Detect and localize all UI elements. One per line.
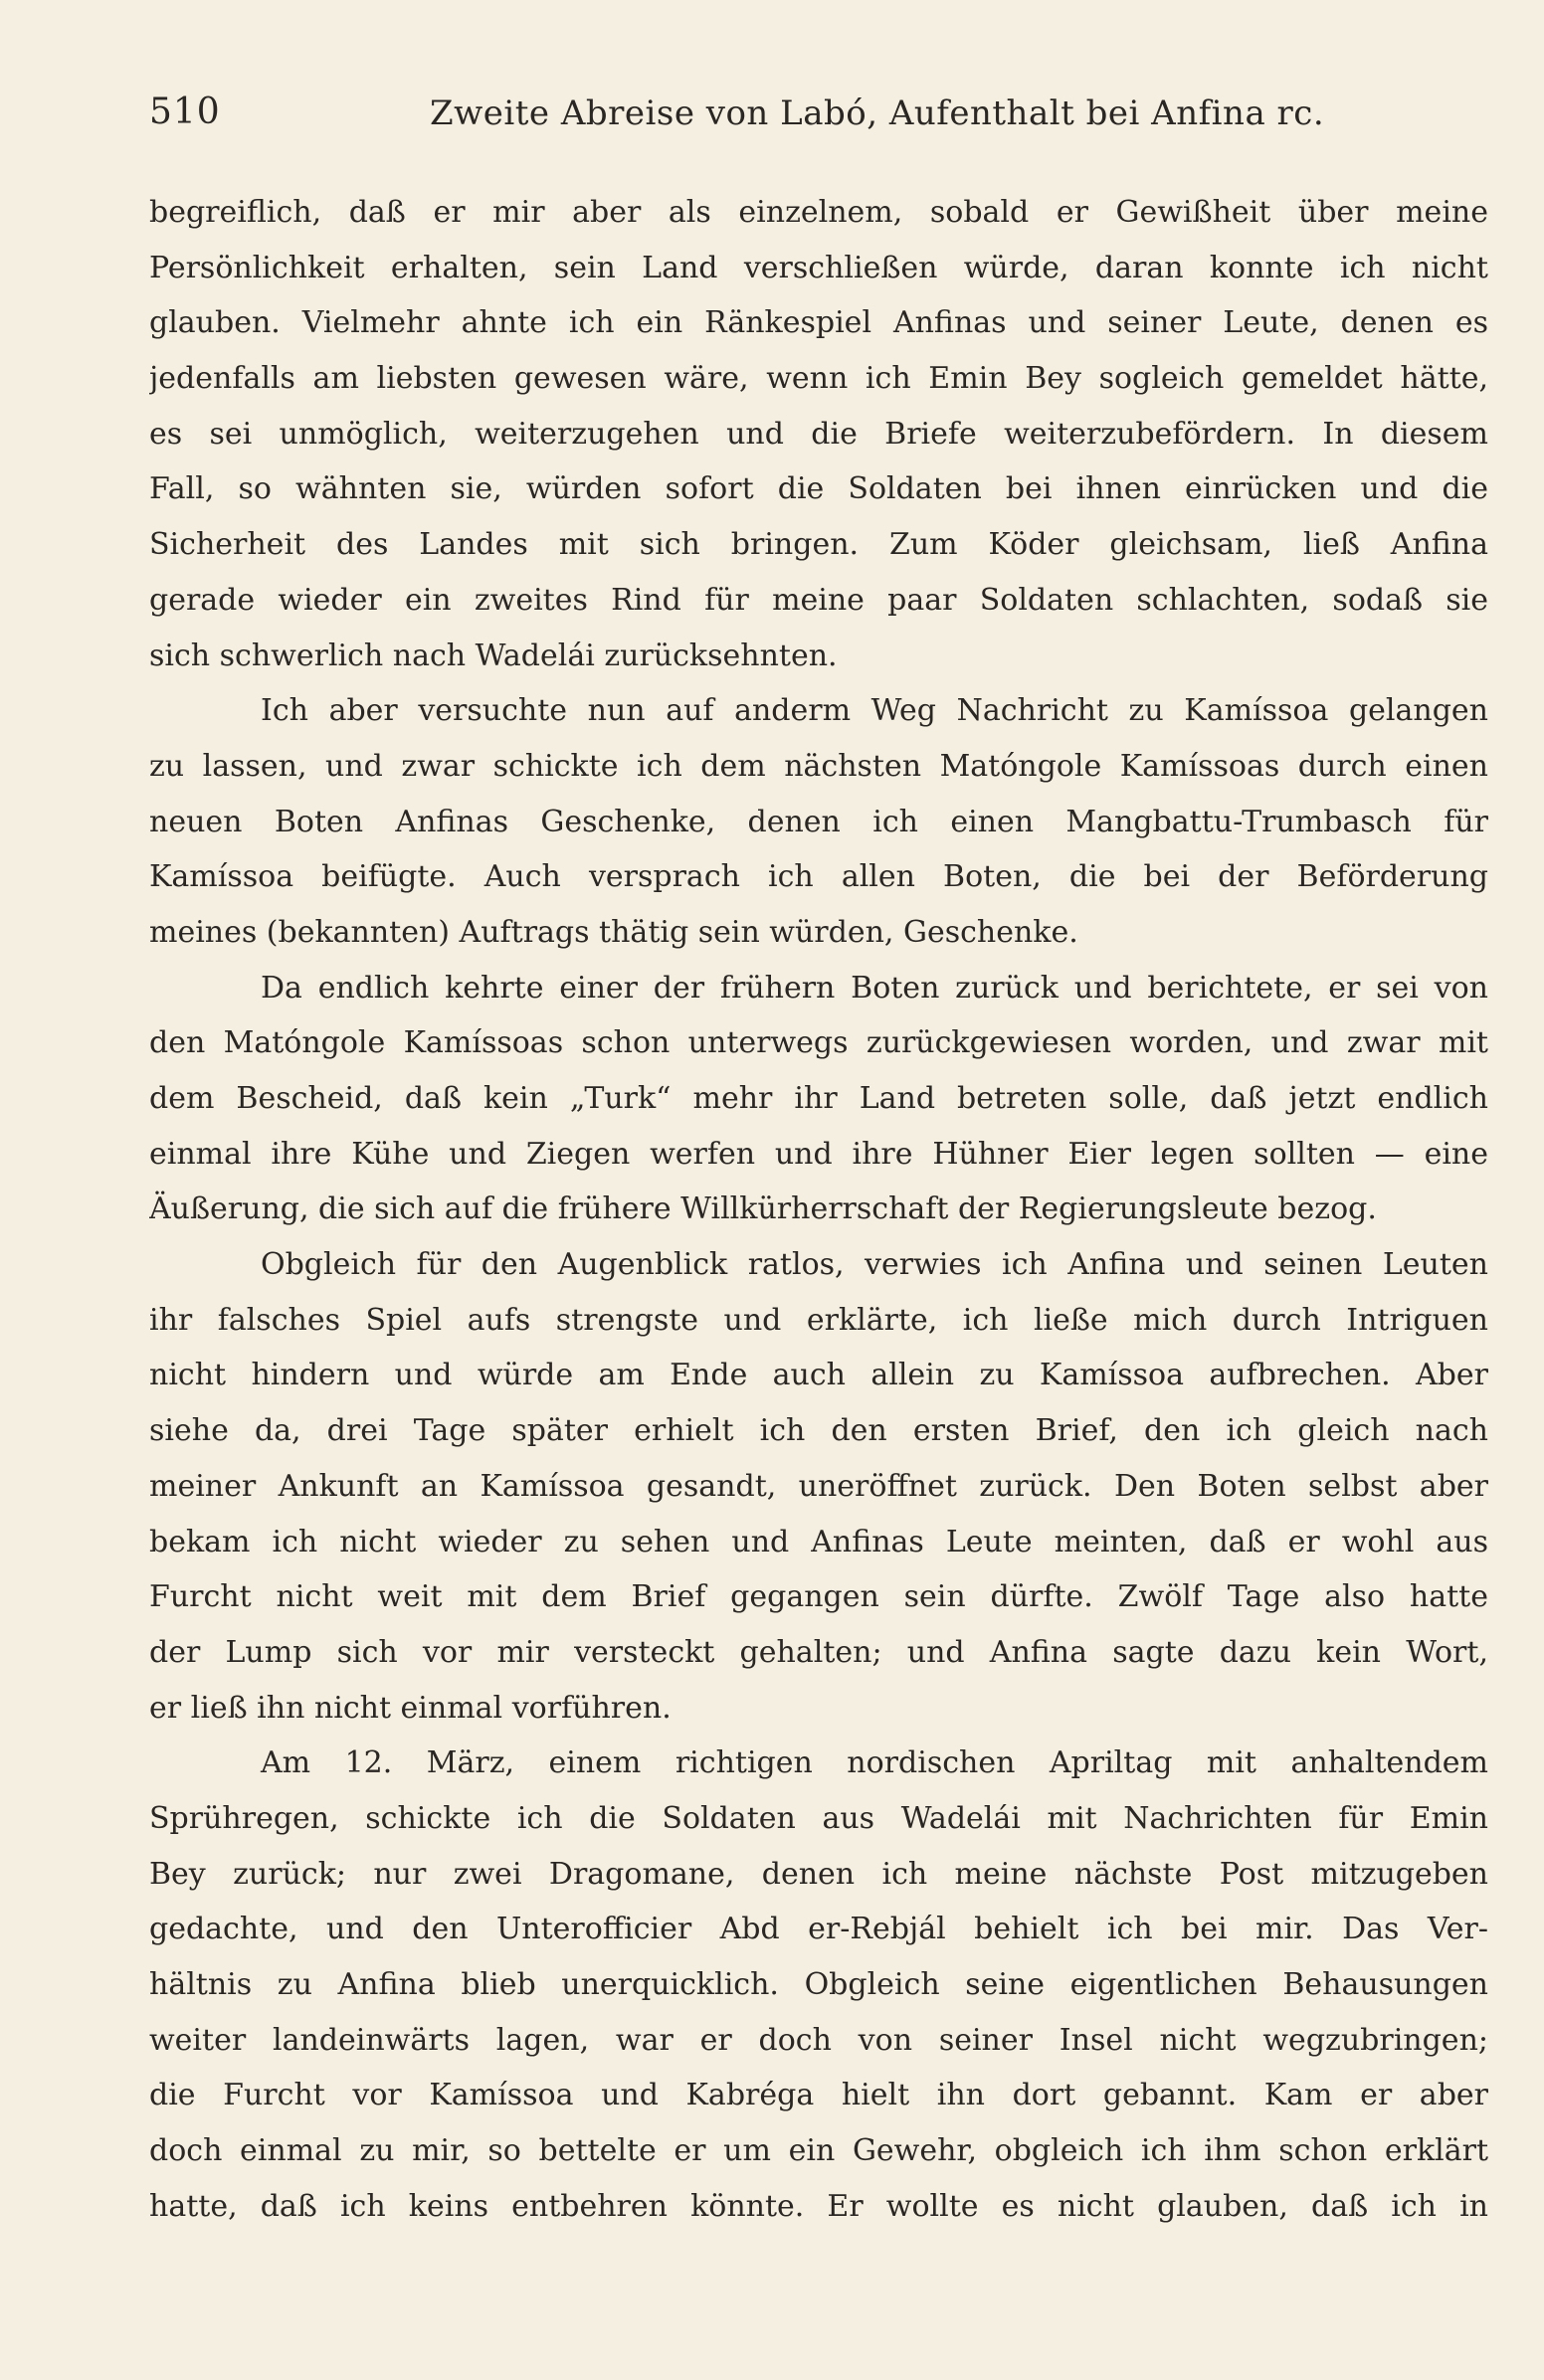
- text-line: nicht hindern und würde am Ende auch allein zu Kamíssoa aufbrechen. Aber: [149, 1358, 1488, 1393]
- text-line: hältnis zu Anfina blieb unerquicklich. Obgleich seine eigentlichen Behausungen: [149, 1967, 1488, 2002]
- text-body: [149, 185, 1488, 2323]
- text-line: doch einmal zu mir, so bettelte er um ein Gewehr, obgleich ich ihm schon erklärt: [149, 2133, 1488, 2169]
- text-line: siehe da, drei Tage später erhielt ich den ersten Brief, den ich gleich nach: [149, 1413, 1488, 1449]
- page-header: [149, 92, 1482, 151]
- text-line: Kamíssoa beifügte. Auch versprach ich allen Boten, die bei der Beförderung: [149, 859, 1488, 895]
- text-line: neuen Boten Anfinas Geschenke, denen ich einen Mangbattu-Trumbasch für: [149, 804, 1488, 839]
- paragraph-start-line: Obgleich für den Augenblick ratlos, verwies ich Anfina und seinen Leuten: [261, 1247, 1488, 1283]
- text-line: meines (bekannten) Auftrags thätig sein würden, Geschenke.: [149, 914, 1078, 950]
- text-line: Furcht nicht weit mit dem Brief gegangen sein dürfte. Zwölf Tage also hatte: [149, 1579, 1488, 1615]
- text-line: die Furcht vor Kamíssoa und Kabréga hielt ihn dort gebannt. Kam er aber: [149, 2078, 1488, 2113]
- text-line: glauben. Vielmehr ahnte ich ein Ränkespiel Anfinas und seiner Leute, denen es: [149, 305, 1488, 341]
- text-line: bekam ich nicht wieder zu sehen und Anfinas Leute meinten, daß er wohl aus: [149, 1524, 1488, 1559]
- text-line: Persönlichkeit erhalten, sein Land verschließen würde, daran konnte ich nicht: [149, 250, 1488, 285]
- running-title: Zweite Abreise von Labó, Aufenthalt bei Anfina rc.: [430, 93, 1325, 133]
- text-line: begreiflich, daß er mir aber als einzelnem, sobald er Gewißheit über meine: [149, 195, 1488, 230]
- text-line: es sei unmöglich, weiterzugehen und die Briefe weiterzubefördern. In diesem: [149, 416, 1488, 452]
- text-line: Fall, so wähnten sie, würden sofort die Soldaten bei ihnen einrücken und die: [149, 471, 1488, 507]
- text-line: Sicherheit des Landes mit sich bringen. Zum Köder gleichsam, ließ Anfina: [149, 527, 1488, 563]
- text-line: Äußerung, die sich auf die frühere Willkürherrschaft der Regierungsleute bezog.: [149, 1191, 1377, 1227]
- paragraph-start-line: Ich aber versuchte nun auf anderm Weg Nachricht zu Kamíssoa gelangen: [261, 693, 1488, 729]
- page-number: 510: [149, 92, 221, 132]
- text-line: weiter landeinwärts lagen, war er doch von seiner Insel nicht wegzubringen;: [149, 2022, 1488, 2058]
- text-line: dem Bescheid, daß kein „Turk“ mehr ihr Land betreten solle, daß jetzt endlich: [149, 1081, 1488, 1116]
- text-line: der Lump sich vor mir versteckt gehalten; und Anfina sagte dazu kein Wort,: [149, 1634, 1488, 1670]
- text-line: Sprühregen, schickte ich die Soldaten aus Wadelái mit Nachrichten für Emin: [149, 1800, 1488, 1836]
- text-line: zu lassen, und zwar schickte ich dem nächsten Matóngole Kamíssoas durch einen: [149, 748, 1488, 784]
- text-line: jedenfalls am liebsten gewesen wäre, wenn ich Emin Bey sogleich gemeldet hätte,: [149, 361, 1488, 397]
- text-line: sich schwerlich nach Wadelái zurücksehnten.: [149, 638, 838, 673]
- paragraph-start-line: Am 12. März, einem richtigen nordischen Apriltag mit anhaltendem: [261, 1745, 1488, 1781]
- paragraph-start-line: Da endlich kehrte einer der frühern Boten zurück und berichtete, er sei von: [261, 970, 1488, 1006]
- text-line: gerade wieder ein zweites Rind für meine paar Soldaten schlachten, sodaß sie: [149, 582, 1488, 618]
- text-line: Bey zurück; nur zwei Dragomane, denen ich meine nächste Post mitzugeben: [149, 1856, 1488, 1892]
- text-line: ihr falsches Spiel aufs strengste und erklärte, ich ließe mich durch Intriguen: [149, 1302, 1488, 1338]
- text-line: hatte, daß ich keins entbehren könnte. Er wollte es nicht glauben, daß ich in: [149, 2188, 1488, 2224]
- text-line: einmal ihre Kühe und Ziegen werfen und ihre Hühner Eier legen sollten — eine: [149, 1136, 1488, 1172]
- text-line: er ließ ihn nicht einmal vorführen.: [149, 1690, 672, 1726]
- text-line: meiner Ankunft an Kamíssoa gesandt, uneröffnet zurück. Den Boten selbst aber: [149, 1468, 1488, 1504]
- text-line: den Matóngole Kamíssoas schon unterwegs zurückgewiesen worden, und zwar mit: [149, 1025, 1488, 1061]
- text-line: gedachte, und den Unterofficier Abd er-Rebjál behielt ich bei mir. Das Ver-: [149, 1912, 1488, 1947]
